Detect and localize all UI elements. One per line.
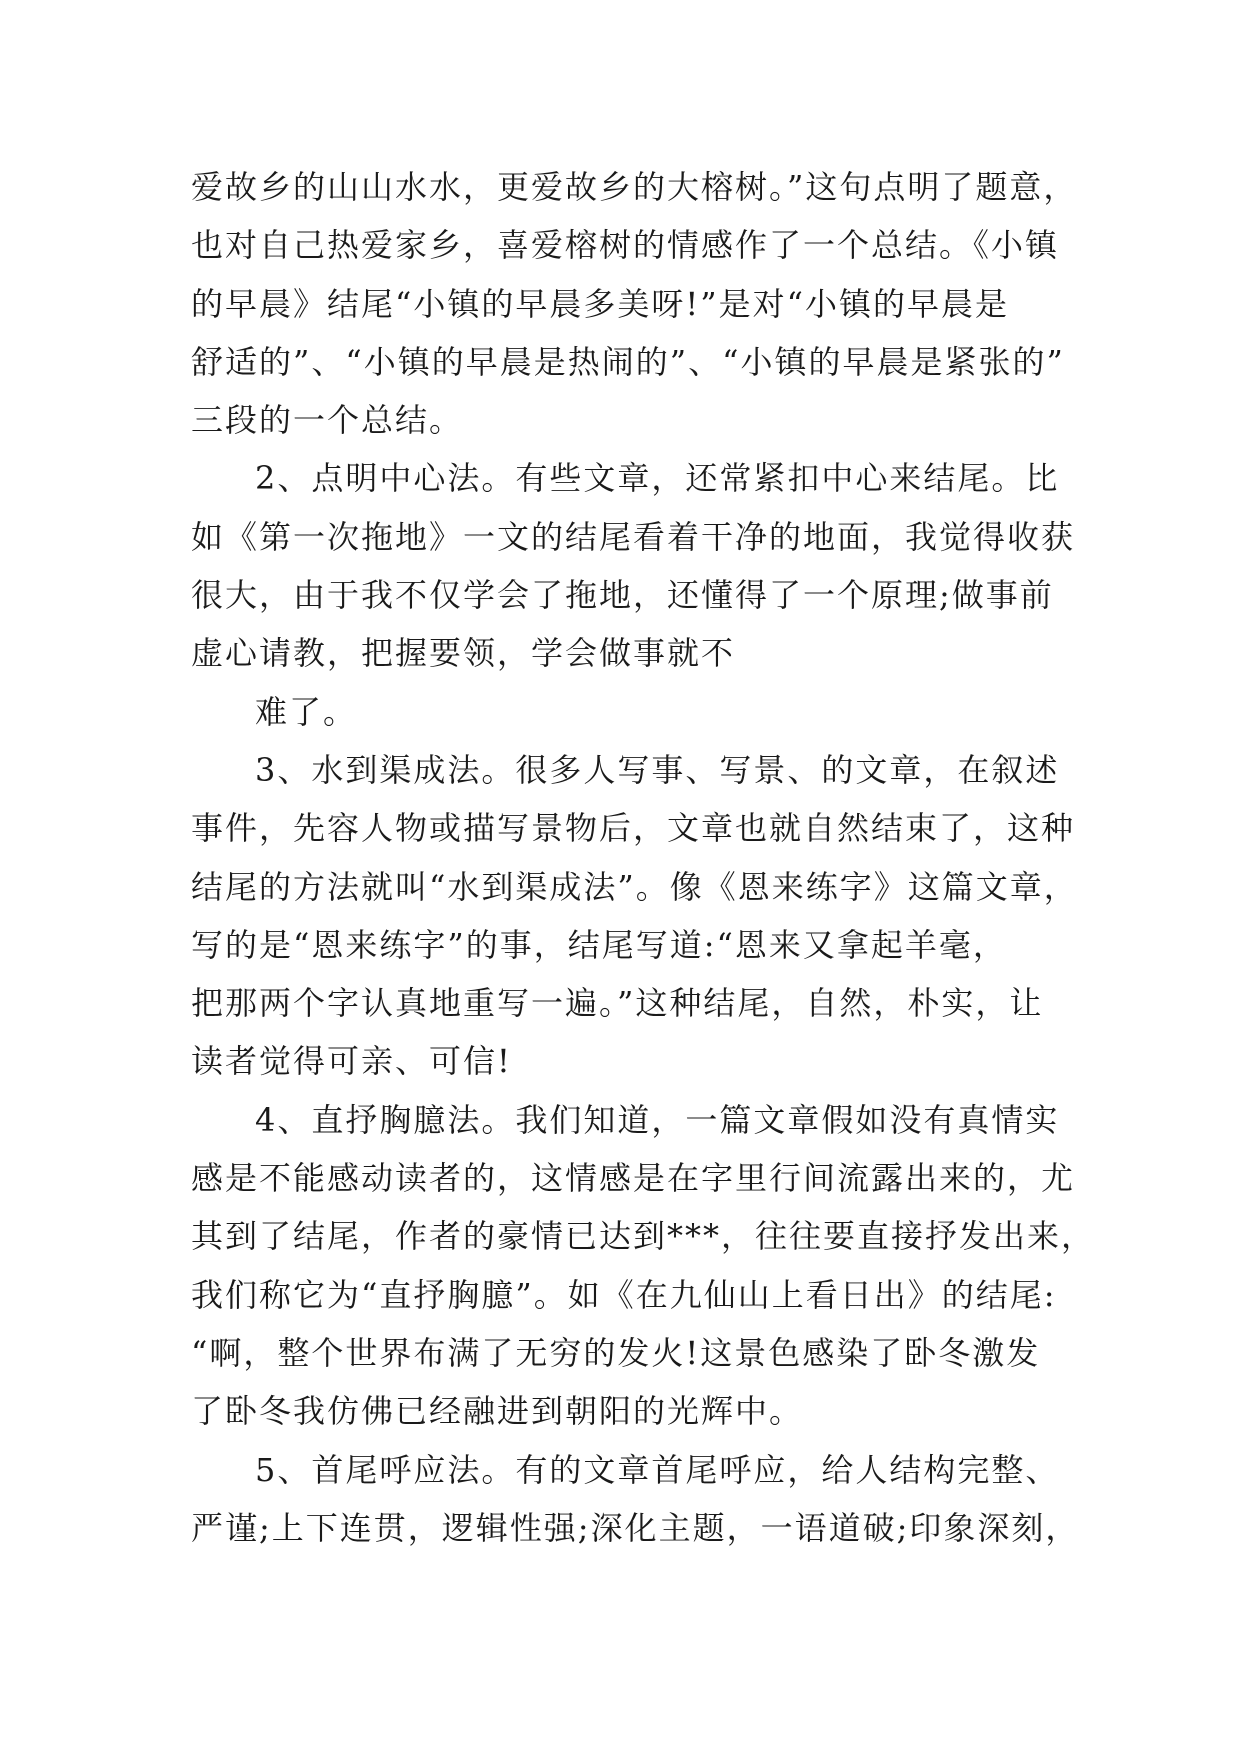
text-line: 结尾的方法就叫“水到渠成法”。像《恩来练字》这篇文章， [191, 867, 1078, 906]
paragraph-2-start: 2、点明中心法。有些文章，还常紧扣中心来结尾。比 [255, 459, 1060, 498]
text-line: 严谨;上下连贯，逻辑性强;深化主题，一语道破;印象深刻， [191, 1508, 1080, 1547]
text-line: 事件，先容人物或描写景物后，文章也就自然结束了，这种 [191, 809, 1076, 848]
text-line: 舒适的”、“小镇的早晨是热闹的”、“小镇的早晨是紧张的” [191, 342, 1065, 381]
text-line: 的早晨》结尾“小镇的早晨多美呀!”是对“小镇的早晨是 [191, 284, 1009, 323]
body-text [191, 158, 1096, 1557]
text-line: 三段的一个总结。 [191, 401, 464, 440]
text-line: 了卧冬我仿佛已经融进到朝阳的光辉中。 [191, 1392, 804, 1431]
text-line: 读者觉得可亲、可信! [191, 1042, 512, 1081]
text-line: 也对自己热爱家乡，喜爱榕树的情感作了一个总结。《小镇 [191, 226, 1060, 265]
text-line: 其到了结尾，作者的豪情已达到***，往往要直接抒发出来， [191, 1217, 1096, 1256]
text-line: 如《第一次拖地》一文的结尾看着干净的地面，我觉得收获 [191, 517, 1076, 556]
text-line: 很大，由于我不仅学会了拖地，还懂得了一个原理;做事前 [191, 576, 1054, 615]
paragraph-5-start: 5、首尾呼应法。有的文章首尾呼应，给人结构完整、 [255, 1450, 1060, 1489]
text-line: 我们称它为“直抒胸臆”。如《在九仙山上看日出》的结尾: [191, 1275, 1057, 1314]
text-line: 难了。 [255, 692, 358, 731]
text-line: 感是不能感动读者的，这情感是在字里行间流露出来的，尤 [191, 1159, 1076, 1198]
text-line: 爱故乡的山山水水，更爱故乡的大榕树。”这句点明了题意， [191, 168, 1078, 206]
text-line: 写的是“恩来练字”的事，结尾写道:“恩来又拿起羊毫， [191, 925, 1007, 964]
text-line: “啊，整个世界布满了无穷的发火!这景色感染了卧冬激发 [191, 1333, 1041, 1372]
text-line: 虚心请教，把握要领，学会做事就不 [191, 634, 736, 673]
paragraph-3-start: 3、水到渠成法。很多人写事、写景、的文章，在叙述 [255, 750, 1060, 789]
paragraph-4-start: 4、直抒胸臆法。我们知道，一篇文章假如没有真情实 [255, 1100, 1060, 1139]
text-line: 把那两个字认真地重写一遍。”这种结尾，自然，朴实，让 [191, 984, 1044, 1023]
